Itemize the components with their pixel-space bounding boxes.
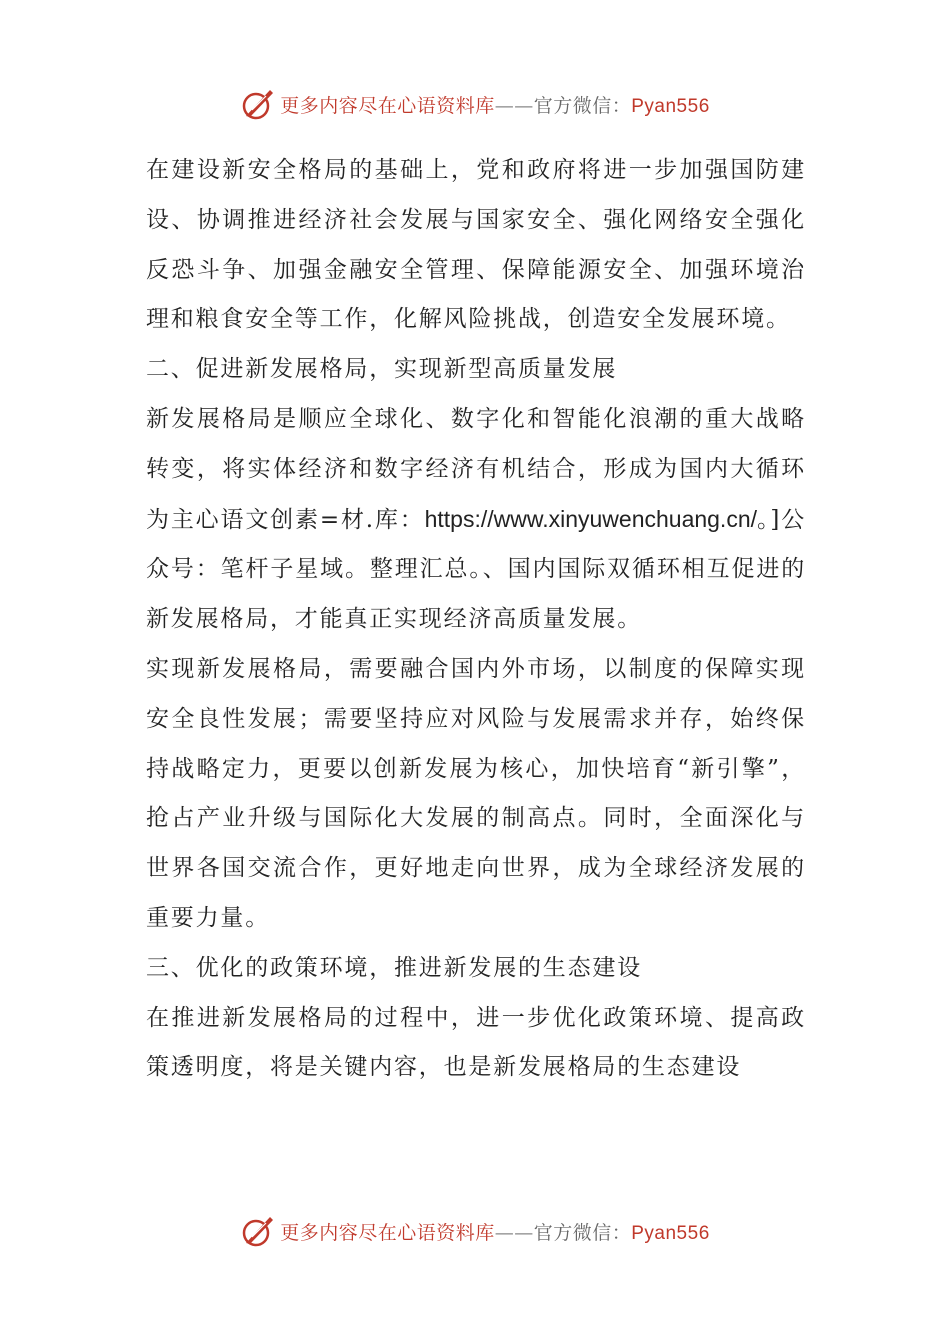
paragraph: 新发展格局是顺应全球化、数字化和智能化浪潮的重大战略转变，将实体经济和数字经济有机结合，形成为国内大循环为主心语文创素=材.库：https://www.xinyuwenchuang.cn/。]公众号：笔杆子星域。整理汇总。、国内国际双循环相互促进的新发展格局，才能真正实现经济高质量发展。 [146,405,806,633]
section-heading: 二、促进新发展格局，实现新型高质量发展 [146,356,618,383]
quill-pen-logo-icon [240,86,276,122]
banner-text: 更多内容尽在心语资料库——官方微信：Pyan556 [280,1221,710,1244]
footer-banner [0,1209,950,1253]
document-body [146,146,806,1093]
paragraph: 实现新发展格局，需要融合国内外市场，以制度的保障实现安全良性发展；需要坚持应对风险与发展需求并存，始终保持战略定力，更要以创新发展为核心，加快培育“新引擎”，抢占产业升级与国际化大发展的制高点。同时，全面深化与世界各国交流合作，更好地走向世界，成为全球经济发展的重要力量。 [146,655,806,931]
quill-pen-logo-icon [240,1213,276,1249]
paragraph: 在建设新安全格局的基础上，党和政府将进一步加强国防建设、协调推进经济社会发展与国家安全、强化网络安全强化反恐斗争、加强金融安全管理、保障能源安全、加强环境治理和粮食安全等工作，化解风险挑战，创造安全发展环境。 [146,157,806,333]
section-heading: 三、优化的政策环境，推进新发展的生态建设 [146,954,642,981]
paragraph: 在推进新发展格局的过程中，进一步优化政策环境、提高政策透明度，将是关键内容，也是新发展格局的生态建设 [146,1004,806,1081]
banner-text: 更多内容尽在心语资料库——官方微信：Pyan556 [280,94,710,117]
header-banner [0,82,950,126]
url-text: https://www.xinyuwenchuang.cn/ [424,505,758,532]
